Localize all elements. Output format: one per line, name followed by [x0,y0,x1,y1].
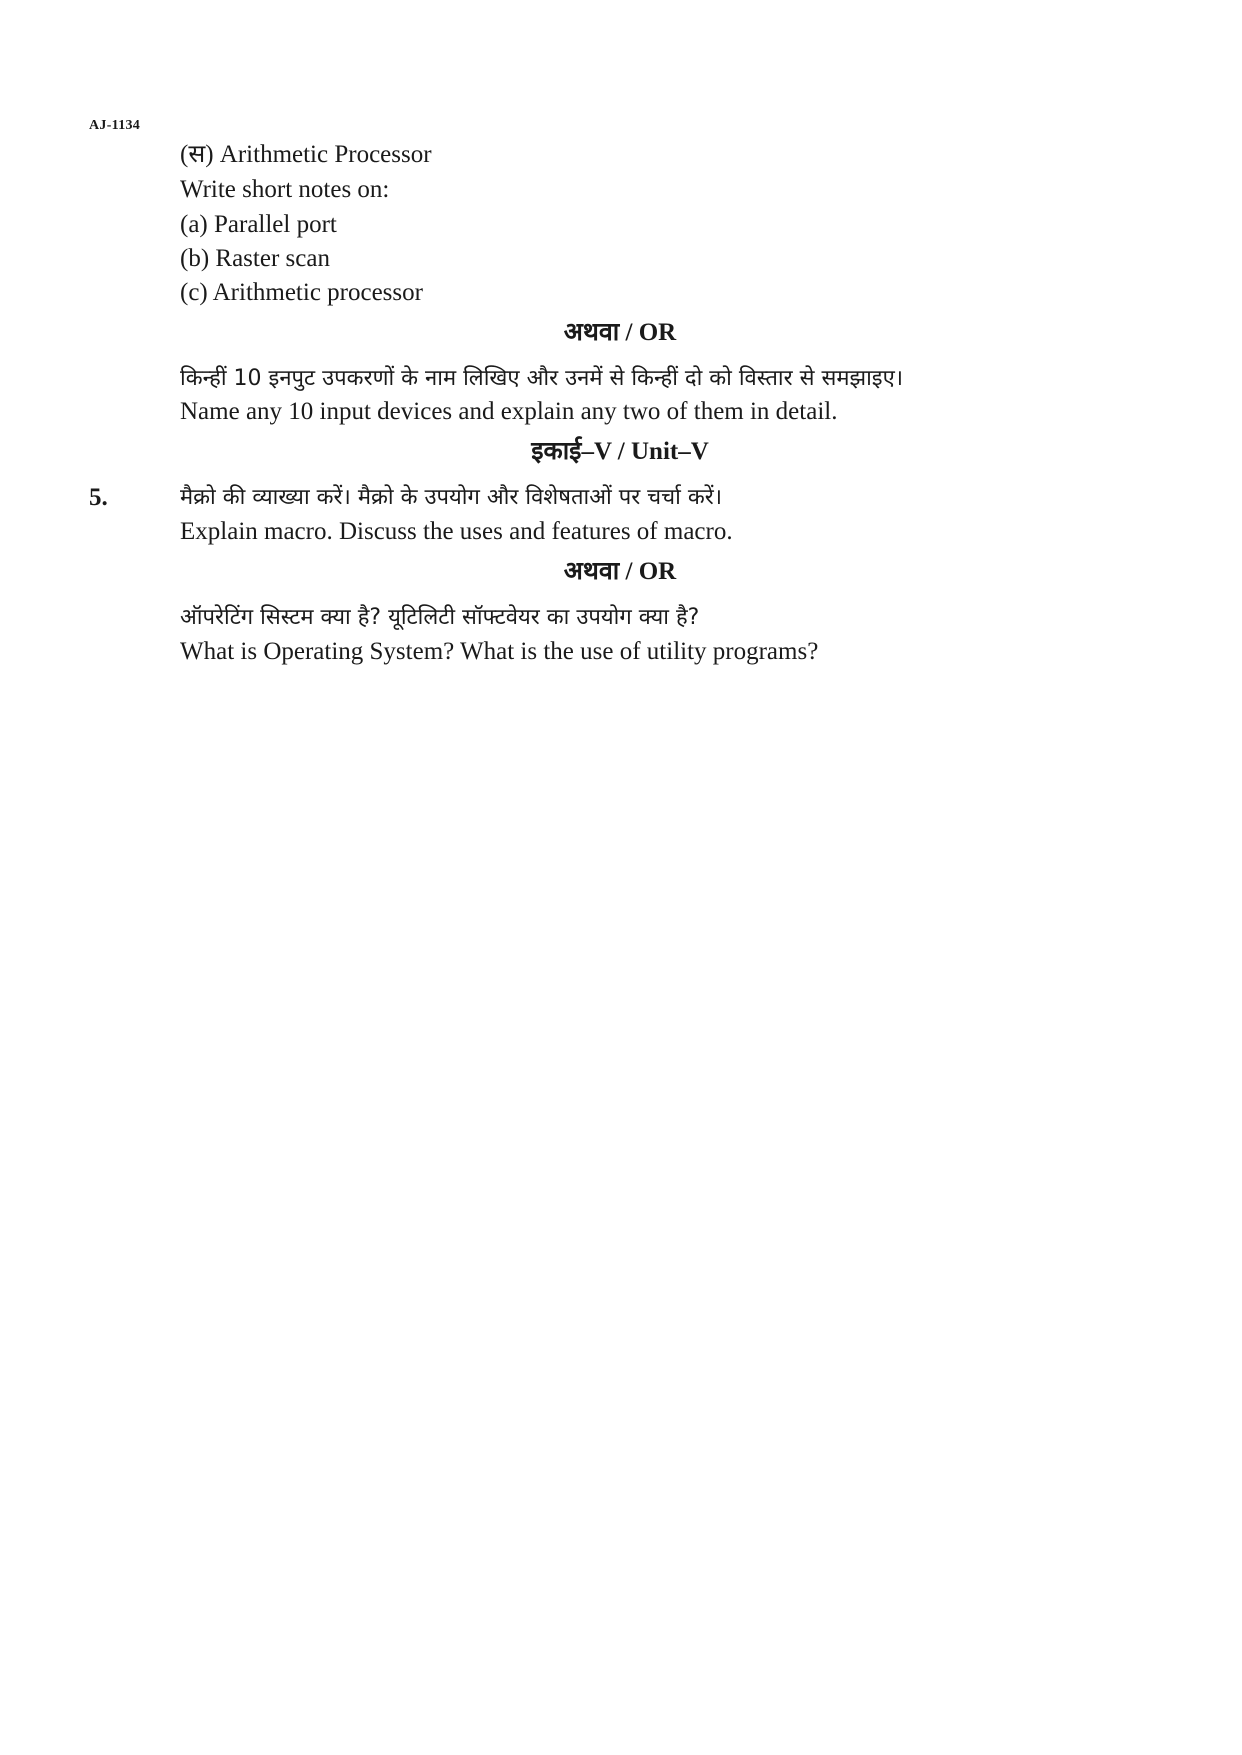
alt-question-english-1: Name any 10 input devices and explain any two of them in detail. [180,398,838,425]
question-5-hindi: मैक्रो की व्याख्या करें। मैक्रो के उपयोग और विशेषताओं पर चर्चा करें। [180,485,723,510]
unit-v-heading: इकाई–V / Unit–V [531,438,709,465]
alt-question-hindi-2: ऑपरेटिंग सिस्टम क्या है? यूटिलिटी सॉफ्टवेयर का उपयोग क्या है? [180,605,700,630]
alt-question-english-2: What is Operating System? What is the use of utility programs? [180,638,819,665]
question-5-english: Explain macro. Discuss the uses and features of macro. [180,518,733,545]
alt-question-hindi-1: किन्हीं 10 इनपुट उपकरणों के नाम लिखिए और उनमें से किन्हीं दो को विस्तार से समझाइए। [180,366,904,391]
question-number-5: 5. [89,484,108,511]
short-notes-instruction: Write short notes on: [180,176,390,203]
short-note-item-c: (c) Arithmetic processor [180,279,423,306]
or-separator-2: अथवा / OR [563,558,677,585]
or-separator-1: अथवा / OR [563,319,677,346]
paper-code: AJ-1134 [89,118,141,133]
short-note-item-a: (a) Parallel port [180,211,337,238]
item-c-hindi-label: (स) Arithmetic Processor [180,141,432,168]
short-note-item-b: (b) Raster scan [180,245,330,272]
